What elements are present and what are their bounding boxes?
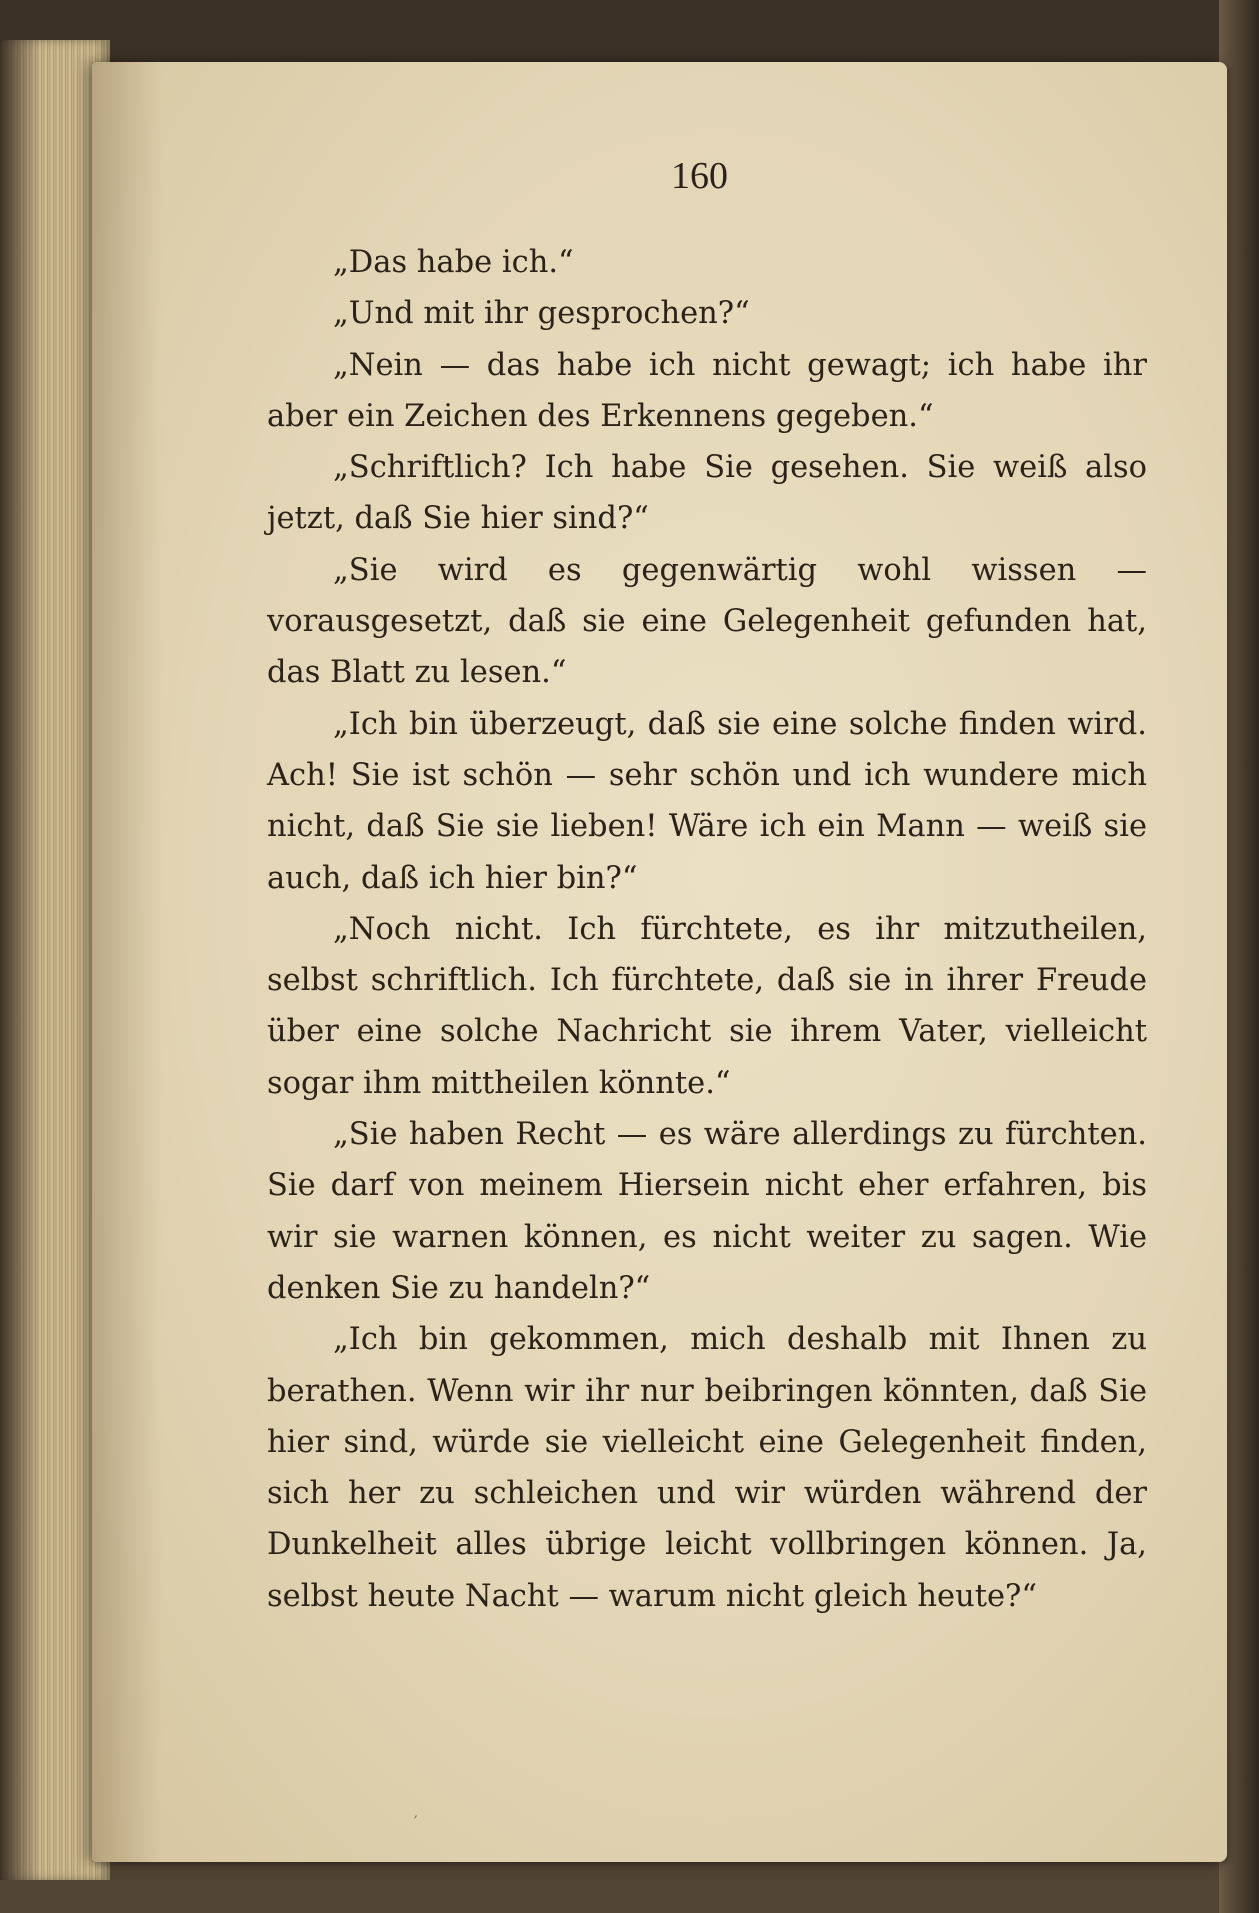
paragraph: „Sie wird es gegenwärtig wohl wissen — vorausgesetzt, daß sie eine Gelegenheit gefunden hat, das Blatt zu lesen.“: [267, 552, 1147, 691]
pencil-mark-icon: ′: [414, 1812, 418, 1831]
paragraph: „Schriftlich? Ich habe Sie gesehen. Sie weiß also jetzt, daß Sie hier sind?“: [267, 450, 1147, 537]
paragraph: „Ich bin gekommen, mich deshalb mit Ihnen zu berathen. Wenn wir ihr nur beibringen könnten, daß Sie hier sind, würde sie vielleicht eine Gelegenheit finden, sich her zu schleichen und wir würden während der Dunkelheit alles übrige leicht vollbringen können. Ja, selbst heute Nacht — warum nicht gleich heute?“: [267, 1322, 1147, 1614]
page-number: 160: [671, 155, 728, 197]
paragraph: „Nein — das habe ich nicht gewagt; ich habe ihr aber ein Zeichen des Erkennens gegeben.“: [267, 347, 1147, 434]
paragraph: „Ich bin überzeugt, daß sie eine solche finden wird. Ach! Sie ist schön — sehr schön und ich wundere mich nicht, daß Sie sie lieben! Wäre ich ein Mann — weiß sie auch, daß ich hier bin?“: [267, 706, 1147, 896]
book-page: [92, 62, 1227, 1862]
paragraph: „Und mit ihr gesprochen?“: [333, 296, 750, 332]
paragraph: „Noch nicht. Ich fürchtete, es ihr mitzutheilen, selbst schriftlich. Ich fürchtete, daß sie in ihrer Freude über eine solche Nachricht sie ihrem Vater, vielleicht sogar ihm mittheilen könnte.“: [267, 911, 1147, 1101]
page-text: [267, 237, 1147, 1622]
paragraph: „Sie haben Recht — es wäre allerdings zu fürchten. Sie darf von meinem Hiersein nicht eher erfahren, bis wir sie warnen können, es nicht weiter zu sagen. Wie denken Sie zu handeln?“: [267, 1117, 1147, 1306]
paragraph: „Das habe ich.“: [333, 245, 574, 280]
